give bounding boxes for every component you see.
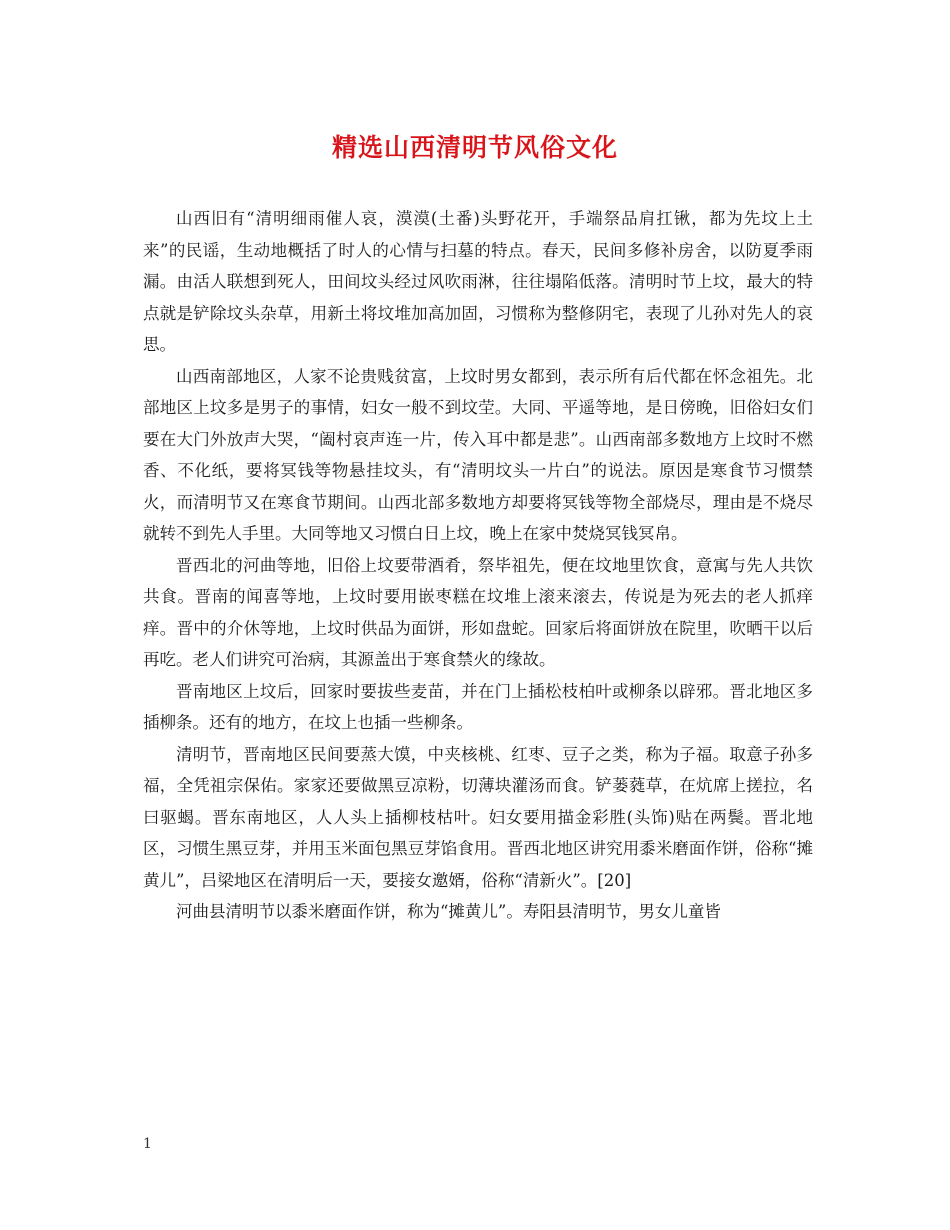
paragraph: 山西南部地区，人家不论贵贱贫富，上坟时男女都到，表示所有后代都在怀念祖先。北部地区上坟多是男子的事情，妇女一般不到坟茔。大同、平遥等地，是日傍晚，旧俗妇女们要在大门外放声大哭，“阖村哀声连一片，传入耳中都是悲”。山西南部多数地方上坟时不燃香、不化纸，要将冥钱等物悬挂坟头，有“清明坟头一片白”的说法。原因是寒食节习惯禁火，而清明节又在寒食节期间。山西北部多数地方却要将冥钱等物全部烧尽，理由是不烧尽就转不到先人手里。大同等地又习惯白日上坟，晚上在家中焚烧冥钱冥帛。 bbox=[143, 366, 813, 543]
paragraph: 晋南地区上坟后，回家时要拔些麦苗，并在门上插松枝柏叶或柳条以辟邪。晋北地区多插柳条。还有的地方，在坟上也插一些柳条。 bbox=[143, 681, 813, 732]
page-number: 1 bbox=[143, 1136, 152, 1152]
paragraph: 河曲县清明节以黍米磨面作饼，称为“摊黄儿”。寿阳县清明节，男女儿童皆 bbox=[176, 902, 721, 921]
paragraph: 晋西北的河曲等地，旧俗上坟要带酒肴，祭毕祖先，便在坟地里饮食，意寓与先人共饮共食。晋南的闻喜等地，上坟时要用嵌枣糕在坟堆上滚来滚去，传说是为死去的老人抓痒痒。晋中的介休等地，上坟时供品为面饼，形如盘蛇。回家后将面饼放在院里，吹晒干以后再吃。老人们讲究可治病，其源盖出于寒食禁火的缘故。 bbox=[143, 555, 813, 669]
document-title: 精选山西清明节风俗文化 bbox=[331, 133, 618, 162]
document-body bbox=[143, 203, 813, 928]
paragraph: 山西旧有“清明细雨催人哀，漠漠(土番)头野花开，手端祭品肩扛锹，都为先坟上土来”的民谣，生动地概括了时人的心情与扫墓的特点。春天，民间多修补房舍，以防夏季雨漏。由活人联想到死人，田间坟头经过风吹雨淋，往往塌陷低落。清明时节上坟，最大的特点就是铲除坟头杂草，用新土将坟堆加高加固，习惯称为整修阴宅，表现了儿孙对先人的哀思。 bbox=[143, 209, 813, 354]
paragraph: 清明节，晋南地区民间要蒸大馍，中夹核桃、红枣、豆子之类，称为子福。取意子孙多福，全凭祖宗保佑。家家还要做黑豆凉粉，切薄块灌汤而食。铲蒌蕤草，在炕席上搓拉，名曰驱蝎。晋东南地区，人人头上插柳枝枯叶。妇女要用描金彩胜(头饰)贴在两鬓。晋北地区，习惯生黑豆芽，并用玉米面包黑豆芽馅食用。晋西北地区讲究用黍米磨面作饼，俗称“摊黄儿”，吕梁地区在清明后一天，要接女邀婿，俗称“清新火”。[20] bbox=[143, 744, 813, 890]
